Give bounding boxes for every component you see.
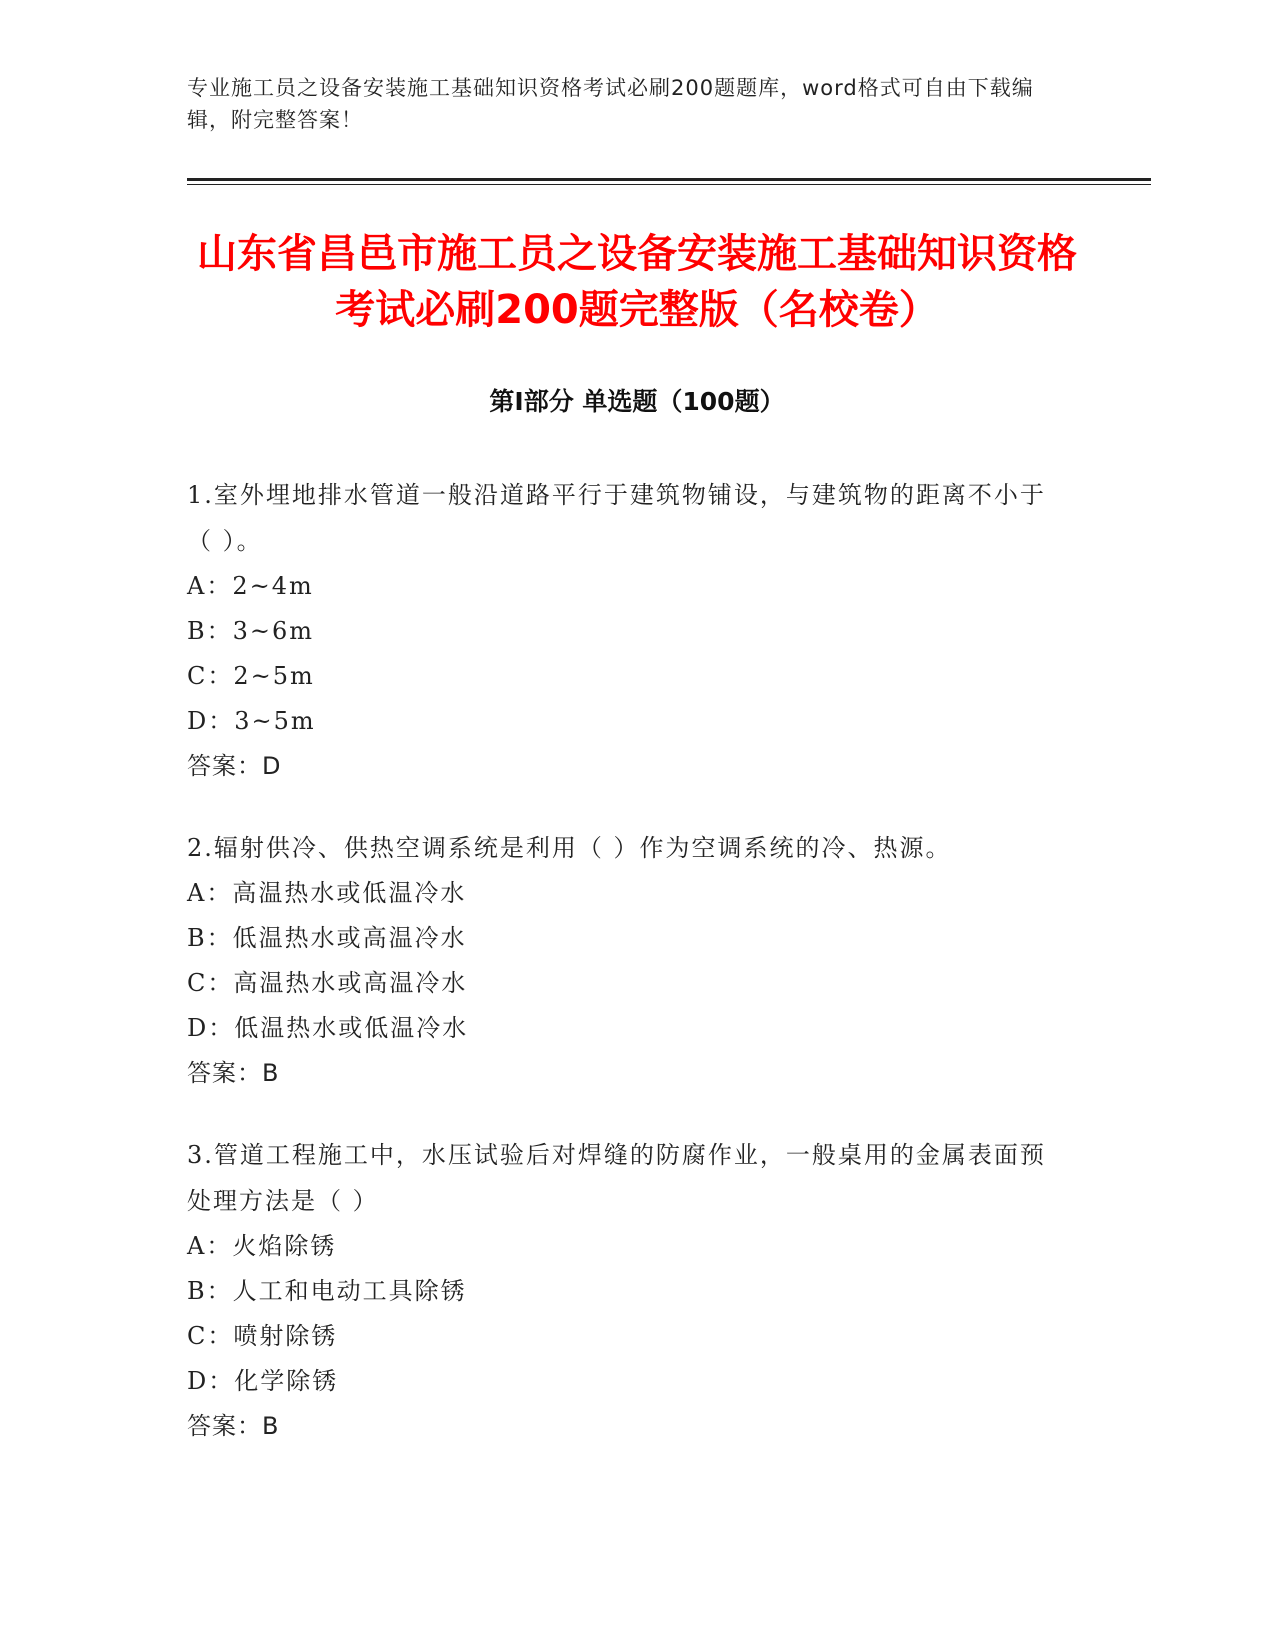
option-d: D：化学除锈 (187, 1367, 339, 1395)
question-1 (187, 472, 1067, 789)
option-d: D：低温热水或低温冷水 (187, 1014, 469, 1042)
question-3 (187, 1132, 1067, 1449)
option-b: B：3~6m (187, 617, 315, 645)
answer-text: 答案：B (187, 1059, 280, 1087)
answer-text: 答案：B (187, 1412, 280, 1440)
question-2 (187, 825, 1067, 1096)
answer-text: 答案：D (187, 752, 282, 780)
option-d: D：3~5m (187, 707, 316, 735)
question-stem: 3.管道工程施工中，水压试验后对焊缝的防腐作业，一般桌用的金属表面预处理方法是（ ） (187, 1141, 1046, 1215)
question-stem: 1.室外埋地排水管道一般沿道路平行于建筑物铺设，与建筑物的距离不小于（ ）。 (187, 481, 1046, 555)
intro-text: 专业施工员之设备安装施工基础知识资格考试必刷200题题库，word格式可自由下载编辑，附完整答案！ (187, 76, 1034, 132)
option-a: A：火焰除锈 (187, 1232, 337, 1260)
section-title: 第Ⅰ部分 单选题（100题） (489, 387, 785, 416)
header-divider-thin (187, 184, 1151, 185)
option-b: B：低温热水或高温冷水 (187, 924, 467, 952)
document-title: 山东省昌邑市施工员之设备安装施工基础知识资格考试必刷200题完整版（名校卷） (197, 231, 1077, 333)
option-c: C：2~5m (187, 662, 315, 690)
option-a: A：高温热水或低温冷水 (187, 879, 467, 907)
question-stem: 2.辐射供冷、供热空调系统是利用（ ）作为空调系统的冷、热源。 (187, 834, 952, 862)
option-c: C：高温热水或高温冷水 (187, 969, 468, 997)
question-list (187, 472, 1067, 1485)
option-c: C：喷射除锈 (187, 1322, 338, 1350)
header-divider-thick (187, 178, 1151, 181)
option-b: B：人工和电动工具除锈 (187, 1277, 467, 1305)
option-a: A：2~4m (187, 572, 314, 600)
